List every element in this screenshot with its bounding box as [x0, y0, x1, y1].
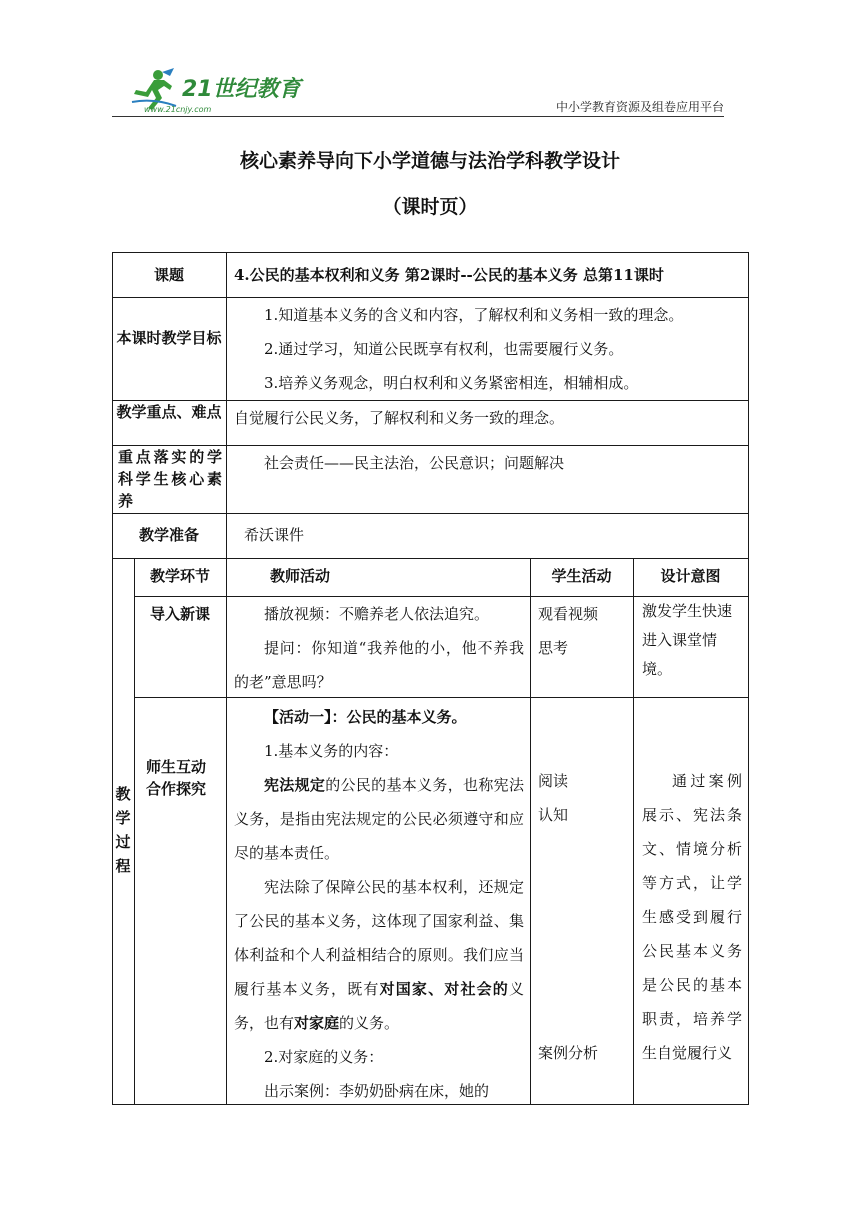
key-points-value: 自觉履行公民义务，了解权利和义务一致的理念。: [234, 409, 565, 427]
goals-label: 本课时教学目标: [116, 329, 222, 347]
column-divider: [226, 252, 227, 558]
intro-student: [538, 597, 630, 665]
goals-list: [234, 298, 748, 400]
interaction-stage: 师生互动合作探究: [146, 758, 207, 798]
column-divider: [530, 558, 531, 1105]
table-border-top: [112, 252, 749, 253]
activity-title: 【活动一】：公民的基本义务。: [264, 708, 467, 726]
header-stage: 教学环节: [149, 567, 210, 585]
column-divider: [226, 558, 227, 1105]
goal-item: 3.培养义务观念，明白权利和义务紧密相连，相辅相成。: [264, 374, 639, 392]
core-literacy-value: 社会责任——民主法治，公民意识；问题解决: [264, 454, 565, 472]
page-header: [112, 66, 724, 118]
goal-item: 1.知道基本义务的含义和内容，了解权利和义务相一致的理念。: [264, 306, 684, 324]
lesson-table: [112, 252, 749, 1105]
paragraph-text: 的义务。: [339, 1014, 400, 1032]
goal-item: 2.通过学习，知道公民既享有权利，也需要履行义务。: [264, 340, 624, 358]
header-teacher: 教师活动: [270, 567, 331, 585]
interaction-teacher: [234, 700, 524, 1108]
topic-value: 4.公民的基本权利和义务 第2课时--公民的基本义务 总第11课时: [234, 266, 664, 284]
preparation-value: 希沃课件: [244, 526, 305, 544]
running-man-icon: [132, 68, 176, 110]
document-subtitle: （课时页）: [382, 196, 478, 218]
header-intent: 设计意图: [660, 567, 721, 585]
preparation-label: 教学准备: [138, 526, 199, 544]
header-divider: [112, 116, 724, 117]
case-line: 出示案例：李奶奶卧病在床，她的: [264, 1082, 490, 1100]
table-border-right: [748, 252, 749, 1105]
paragraph-text: 义务，也有: [234, 980, 524, 1032]
topic-label: 课题: [153, 266, 184, 284]
logo-url: www.21cnjy.com: [144, 105, 212, 114]
intro-student-line: 思考: [538, 639, 569, 657]
interaction-student-recognize: 认知: [538, 806, 569, 824]
platform-text: 中小学教育资源及组卷应用平台: [555, 100, 724, 114]
content-heading: 1.基本义务的内容：: [264, 742, 399, 760]
intro-student-line: 观看视频: [538, 605, 599, 623]
intro-teacher: [234, 597, 524, 699]
interaction-student-read: 阅读: [538, 772, 569, 790]
logo-text: 21世纪教育: [182, 77, 301, 102]
intro-teacher-line: 播放视频：不赡养老人依法追究。: [264, 605, 490, 623]
paragraph-text: 的公民的基本义务，也称宪法义务，是指由宪法规定的公民必须遵守和应尽的基本责任。: [234, 776, 524, 862]
family-heading: 2.对家庭的义务：: [264, 1048, 384, 1066]
intro-stage: 导入新课: [149, 605, 210, 623]
intro-teacher-line: 提问：你知道“我养他的小，他不养我的老”意思吗？: [234, 639, 524, 691]
row-divider: [112, 513, 749, 514]
core-literacy-label: 重点落实的学科学生核心素养: [118, 448, 222, 510]
emphasis-text: 对国家、对社会的: [379, 980, 509, 998]
interaction-student-case: 案例分析: [538, 1044, 599, 1062]
emphasis-text: 对家庭: [294, 1014, 340, 1032]
table-border-left: [112, 252, 113, 1105]
column-divider: [633, 558, 634, 1105]
column-divider: [134, 558, 135, 1105]
paragraph-text: 宪法除了保障公民的基本权利，还规定了公民的基本义务，这体现了国家利益、集体利益和个人利益相结合的原则。我们应当履行基本义务，既有: [234, 878, 524, 998]
interaction-intent: 通过案例展示、宪法条文、情境分析等方式，让学生感受到履行公民基本义务是公民的基本职责，培养学生自觉履行义: [642, 772, 742, 1062]
document-title: 核心素养导向下小学道德与法治学科教学设计: [239, 150, 620, 172]
process-side-label: 教学过程: [115, 785, 131, 875]
logo-21cnjy: [124, 68, 304, 114]
header-student: 学生活动: [551, 567, 612, 585]
emphasis-text: 宪法规定: [264, 776, 326, 794]
intro-intent: 激发学生快速进入课堂情境。: [642, 602, 733, 678]
key-points-label: 教学重点、难点: [116, 403, 222, 421]
